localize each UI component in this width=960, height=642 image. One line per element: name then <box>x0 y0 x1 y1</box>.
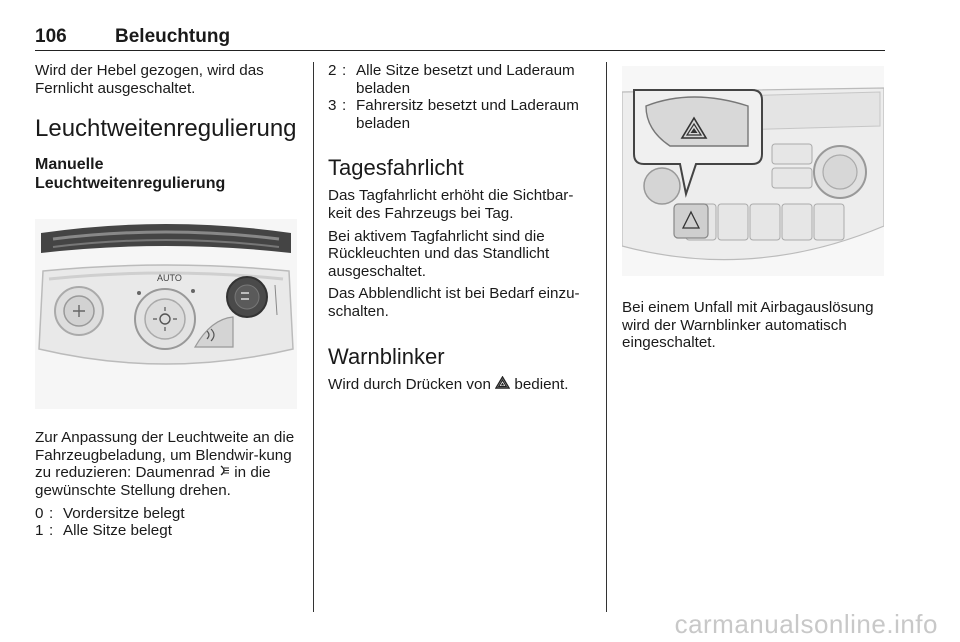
list-key: 3 <box>328 97 337 115</box>
list-value: Vordersitze belegt <box>63 504 185 522</box>
hazard-switch-figure <box>622 66 884 276</box>
light-switch-figure <box>35 219 297 409</box>
section-heading-leuchtweite: Leuchtweitenregulierung <box>35 115 297 143</box>
para-warnblinker-b: bedient. <box>514 375 569 393</box>
column-3 <box>622 62 886 352</box>
auto-label: AUTO <box>157 273 182 284</box>
column-divider-1 <box>313 62 314 612</box>
para-tagfahrlicht: Das Tagfahrlicht erhöht die Sichtbar-keit des Fahrzeugs bei Tag. <box>328 187 574 222</box>
column-2 <box>328 62 592 393</box>
subheading-line1: Manuelle <box>35 156 104 174</box>
page-header <box>35 20 885 51</box>
list-key: 1 <box>35 522 44 540</box>
para-warnblinker <box>328 376 592 394</box>
range-list-b <box>328 62 592 132</box>
section-heading-tagesfahrlicht: Tagesfahrlicht <box>328 155 464 181</box>
para-warnblinker-a: Wird durch Drücken von <box>328 375 491 393</box>
list-key: 0 <box>35 504 44 522</box>
column-1 <box>35 62 297 540</box>
subheading-line2: Leuchtweitenregulierung <box>35 175 226 193</box>
watermark: carmanualsonline.info <box>674 609 938 639</box>
list-key: 2 <box>328 62 337 79</box>
list-item <box>328 97 592 132</box>
list-item <box>328 62 592 97</box>
list-value: Alle Sitze belegt <box>63 522 172 540</box>
chapter-title: Beleuchtung <box>115 26 231 47</box>
caption-airbag: Bei einem Unfall mit Airbagauslösung wird der Warnblinker automatisch eingeschaltet. <box>622 299 874 352</box>
para-rueckleuchten: Bei aktivem Tagfahrlicht sind die Rückleuchten und das Standlicht ausgeschaltet. <box>328 227 550 280</box>
page-number: 106 <box>35 26 67 47</box>
hazard-warning-icon <box>495 376 510 389</box>
list-item <box>35 522 297 540</box>
list-separator: : <box>342 97 347 115</box>
intro-text: Wird der Hebel gezogen, wird das Fernlicht ausgeschaltet. <box>35 62 264 97</box>
list-value: Fahrersitz besetzt und Laderaum beladen <box>356 97 579 132</box>
list-separator: : <box>49 504 54 522</box>
list-separator: : <box>49 522 54 540</box>
body-text-a: Zur Anpassung der Leuchtweite an die Fahrzeugbeladung, um Blendwir-kung zu reduzieren: Daumenrad <box>35 429 295 482</box>
headlight-range-icon <box>219 464 230 477</box>
body-text-thumbwheel <box>35 429 297 499</box>
section-heading-warnblinker: Warnblinker <box>328 343 445 369</box>
list-item <box>35 505 297 523</box>
list-value: Alle Sitze besetzt und Laderaum beladen <box>356 62 575 97</box>
body-text-b: in die gewünschte Stellung drehen. <box>35 464 271 499</box>
column-divider-2 <box>606 62 607 612</box>
para-abblendlicht: Das Abblendlicht ist bei Bedarf einzu-schalten. <box>328 285 580 320</box>
list-separator: : <box>342 62 347 79</box>
range-list-a <box>35 505 297 540</box>
